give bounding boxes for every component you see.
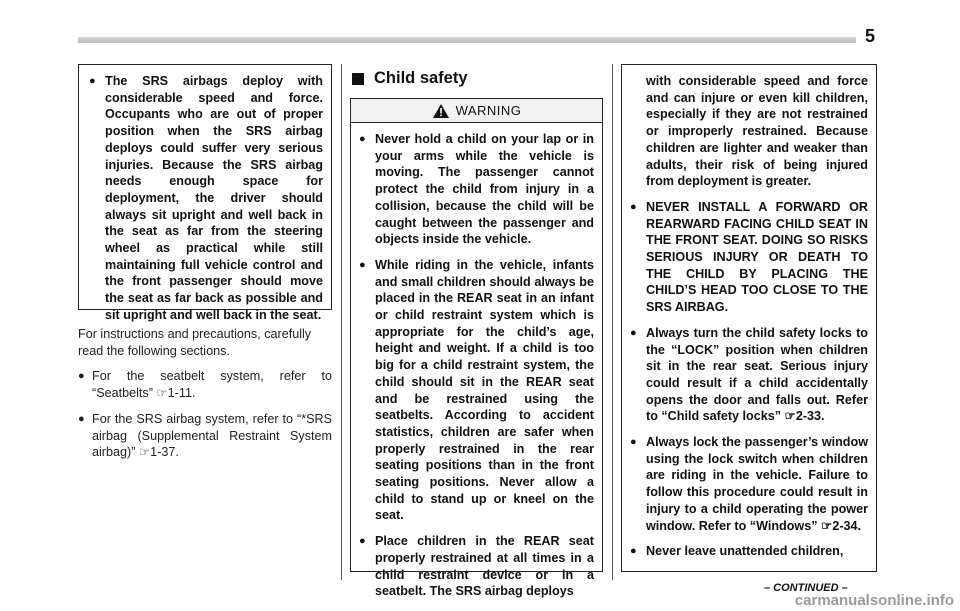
child-warning-box-continued — [621, 64, 877, 572]
col1-body — [78, 326, 332, 461]
warning-item — [359, 533, 594, 600]
warning-banner — [350, 98, 603, 123]
bullet-icon: ● — [630, 545, 637, 558]
warning-label: WARNING — [455, 103, 522, 118]
heading-text: Child safety — [374, 69, 468, 87]
bullet-icon: ● — [359, 258, 366, 271]
list-item — [78, 411, 332, 461]
bullet-icon: ● — [78, 370, 85, 383]
warning-text: NEVER INSTALL A FORWARD OR REARWARD FACING CHILD SEAT IN THE FRONT SEAT. DOING SO RISKS SERIOUS INJURY OR DEATH TO THE CHILD BY PLACING THE CHILD’S HEAD TOO CLOSE TO THE SRS AIRBAG. — [646, 199, 868, 315]
bullet-icon: ● — [630, 326, 637, 339]
square-icon — [352, 73, 364, 85]
warning-continuation — [630, 73, 868, 190]
header-rule — [78, 37, 856, 43]
list-item — [78, 368, 332, 401]
warning-text: Never hold a child on your lap or in your arms while the vehicle is moving. The passenger cannot protect the child from injury in a collision, because the child will be caught between the passenger and objects inside the vehicle. — [375, 132, 594, 247]
seatbelt-reference: For the seatbelt system, refer to “Seatbelts” ☞1-11. — [92, 369, 332, 401]
warning-item — [630, 325, 868, 425]
warning-item — [630, 543, 868, 560]
bullet-icon: ● — [78, 412, 85, 425]
warning-text: While riding in the vehicle, infants and small children should always be placed in the REAR seat in an infant or child restraint system which is appropriate for the child’s age, height and weight. If a child is too big for a child restraint system, the child should sit in the REAR seat and be restrained using the seatbelts. According to accident statistics, children are safer when properly restrained in the rear seating positions than in the front seating positions. Never allow a child to stand up or kneel on the seat. — [375, 257, 594, 523]
airbag-reference: For the SRS airbag system, refer to “*SRS airbag (Supplemental Restraint System airbag)” ☞1-37. — [92, 411, 332, 460]
watermark: carmanualsonline.info — [794, 592, 954, 609]
bullet-icon: ● — [630, 436, 637, 449]
warning-text: The SRS airbags deploy with considerable speed and force. Occupants who are out of proper position when the SRS airbag deploys could suffer very serious injuries. Because the SRS airbag needs enough space for deployment, the driver should always sit upright and well back in the seat as far from the steering wheel as practical while still maintaining full vehicle control and the front passenger should move the seat as far back as possible and sit upright and well back in the seat. — [105, 74, 323, 322]
warning-text: with considerable speed and force and can injure or even kill children, especially if they are not restrained or improperly restrained. Because children are lighter and weaker than adults, their risk of being injured from deployment is greater. — [646, 74, 868, 189]
section-heading — [352, 69, 468, 88]
page-number: 5 — [865, 26, 876, 46]
column-divider — [612, 64, 613, 580]
warning-item — [359, 131, 594, 248]
bullet-icon: ● — [359, 133, 366, 145]
warning-text: Always lock the passenger’s window using the lock switch when children are riding in the vehicle. Failure to follow this procedure could result in injury to a child operating the power window. Refer to “Windows” ☞2-34. — [646, 435, 868, 533]
intro-text: For instructions and precautions, carefully read the following sections. — [78, 327, 312, 358]
bullet-icon: ● — [630, 200, 637, 213]
bullet-icon: ● — [359, 535, 366, 548]
warning-triangle-icon — [432, 103, 450, 119]
warning-text: Place children in the REAR seat properly restrained at all times in a child restraint device or in a seatbelt. The SRS airbag deploys — [375, 534, 594, 599]
column-divider — [341, 64, 342, 580]
child-warning-box — [350, 123, 603, 599]
warning-text: Never leave unattended children, — [646, 544, 844, 559]
warning-item — [359, 257, 594, 524]
bullet-icon: ● — [89, 75, 96, 87]
warning-text: Always turn the child safety locks to the “LOCK” position when children sit in the rear seat. Serious injury could result if a child accidentally opens the door and falls out. Refer to “Child safety locks” ☞2-33. — [646, 325, 868, 424]
warning-item — [630, 199, 868, 316]
warning-item — [89, 73, 323, 324]
continued-label: – CONTINUED – — [764, 582, 848, 594]
srs-warning-box — [78, 64, 332, 322]
warning-item — [630, 434, 868, 534]
